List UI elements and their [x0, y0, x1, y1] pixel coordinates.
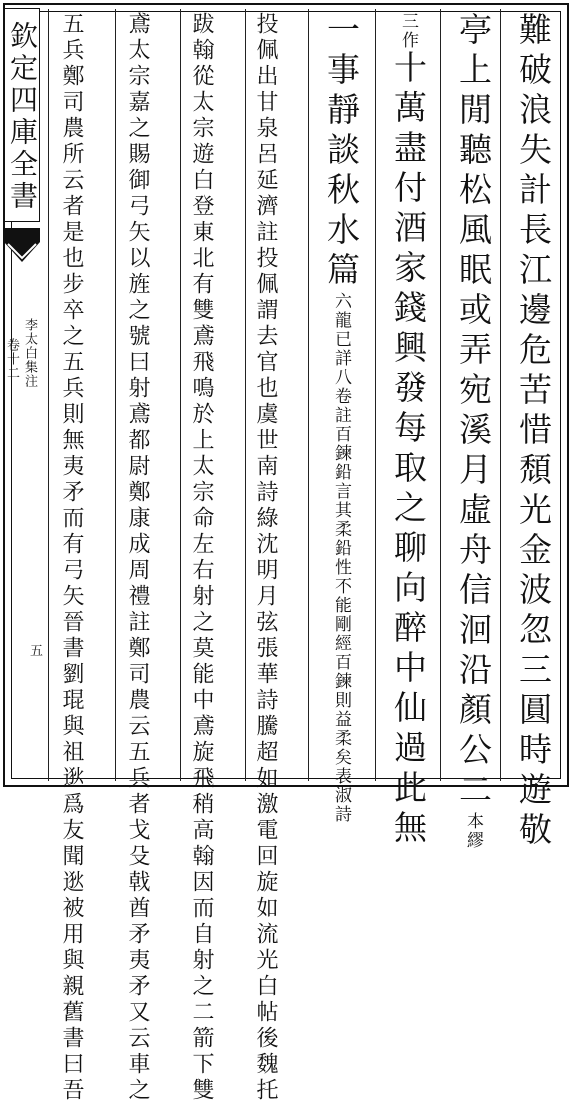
- commentary-column-5: [250, 12, 281, 1104]
- commentary-text: 鳶太宗嘉之賜御弓矢以旌之號曰射鳶都尉鄭康成周禮註鄭司農云五兵者戈殳戟酋矛夷矛又云車之: [125, 12, 150, 1104]
- column-rule: [180, 9, 181, 781]
- book-title: 欽定四庫全書: [4, 8, 40, 222]
- source-title: 李太白集注: [22, 318, 37, 388]
- variant-note: 本繆: [463, 812, 483, 850]
- column-rule: [245, 9, 246, 781]
- text-column-3: [385, 12, 432, 850]
- text-column-4: [318, 12, 365, 824]
- commentary-column-7: [122, 12, 153, 1104]
- text-column-2: [450, 12, 497, 850]
- column-rule: [440, 9, 441, 781]
- commentary-text: 投佩出甘泉呂延濟註投佩謂去官也虞世南詩綠沈明月弦張華詩騰超如激電回旋如流光白帖後魏托: [253, 12, 278, 1104]
- column-rule: [308, 9, 309, 781]
- column-rule: [375, 9, 376, 781]
- commentary-column-6: [186, 12, 217, 1104]
- main-text: 一事靜談秋水篇: [322, 12, 361, 292]
- fishtail-mark-icon: [4, 228, 40, 264]
- commentary-text: 五兵鄭司農所云者是也步卒之五兵則無夷矛而有弓矢晉書劉琨與祖逖爲友聞逖被用與親舊書曰吾: [59, 12, 84, 1104]
- commentary-column-8: [56, 12, 87, 1104]
- commentary-note: 六龍已詳八卷註百鍊鉛言其柔鉛性不能剛經百鍊則益柔矣表淑詩: [331, 292, 351, 824]
- variant-note: 三作: [398, 12, 418, 50]
- commentary-text: 跋翰從太宗遊白登東北有雙鳶飛鳴於上太宗命左右射之莫能中鳶旋飛稍高翰因而自射之二箭下雙: [189, 12, 214, 1104]
- main-text: 十萬盡付酒家錢興發每取之聊向醉中仙過此無: [389, 50, 428, 850]
- column-rule: [115, 9, 116, 781]
- main-text: 亭上閒聽松風眠或弄宛溪月虛舟信洄沿顏公二: [454, 12, 493, 812]
- column-rule: [48, 9, 49, 781]
- volume-label: 卷十二: [4, 338, 19, 380]
- main-text: 難破浪失計長江邊危苦惜頹光金波忽三圓時遊敬: [514, 12, 553, 852]
- column-rule: [500, 9, 501, 781]
- text-column-1: [510, 12, 557, 852]
- page-number: 五: [30, 644, 44, 659]
- page-gutter: [0, 0, 46, 790]
